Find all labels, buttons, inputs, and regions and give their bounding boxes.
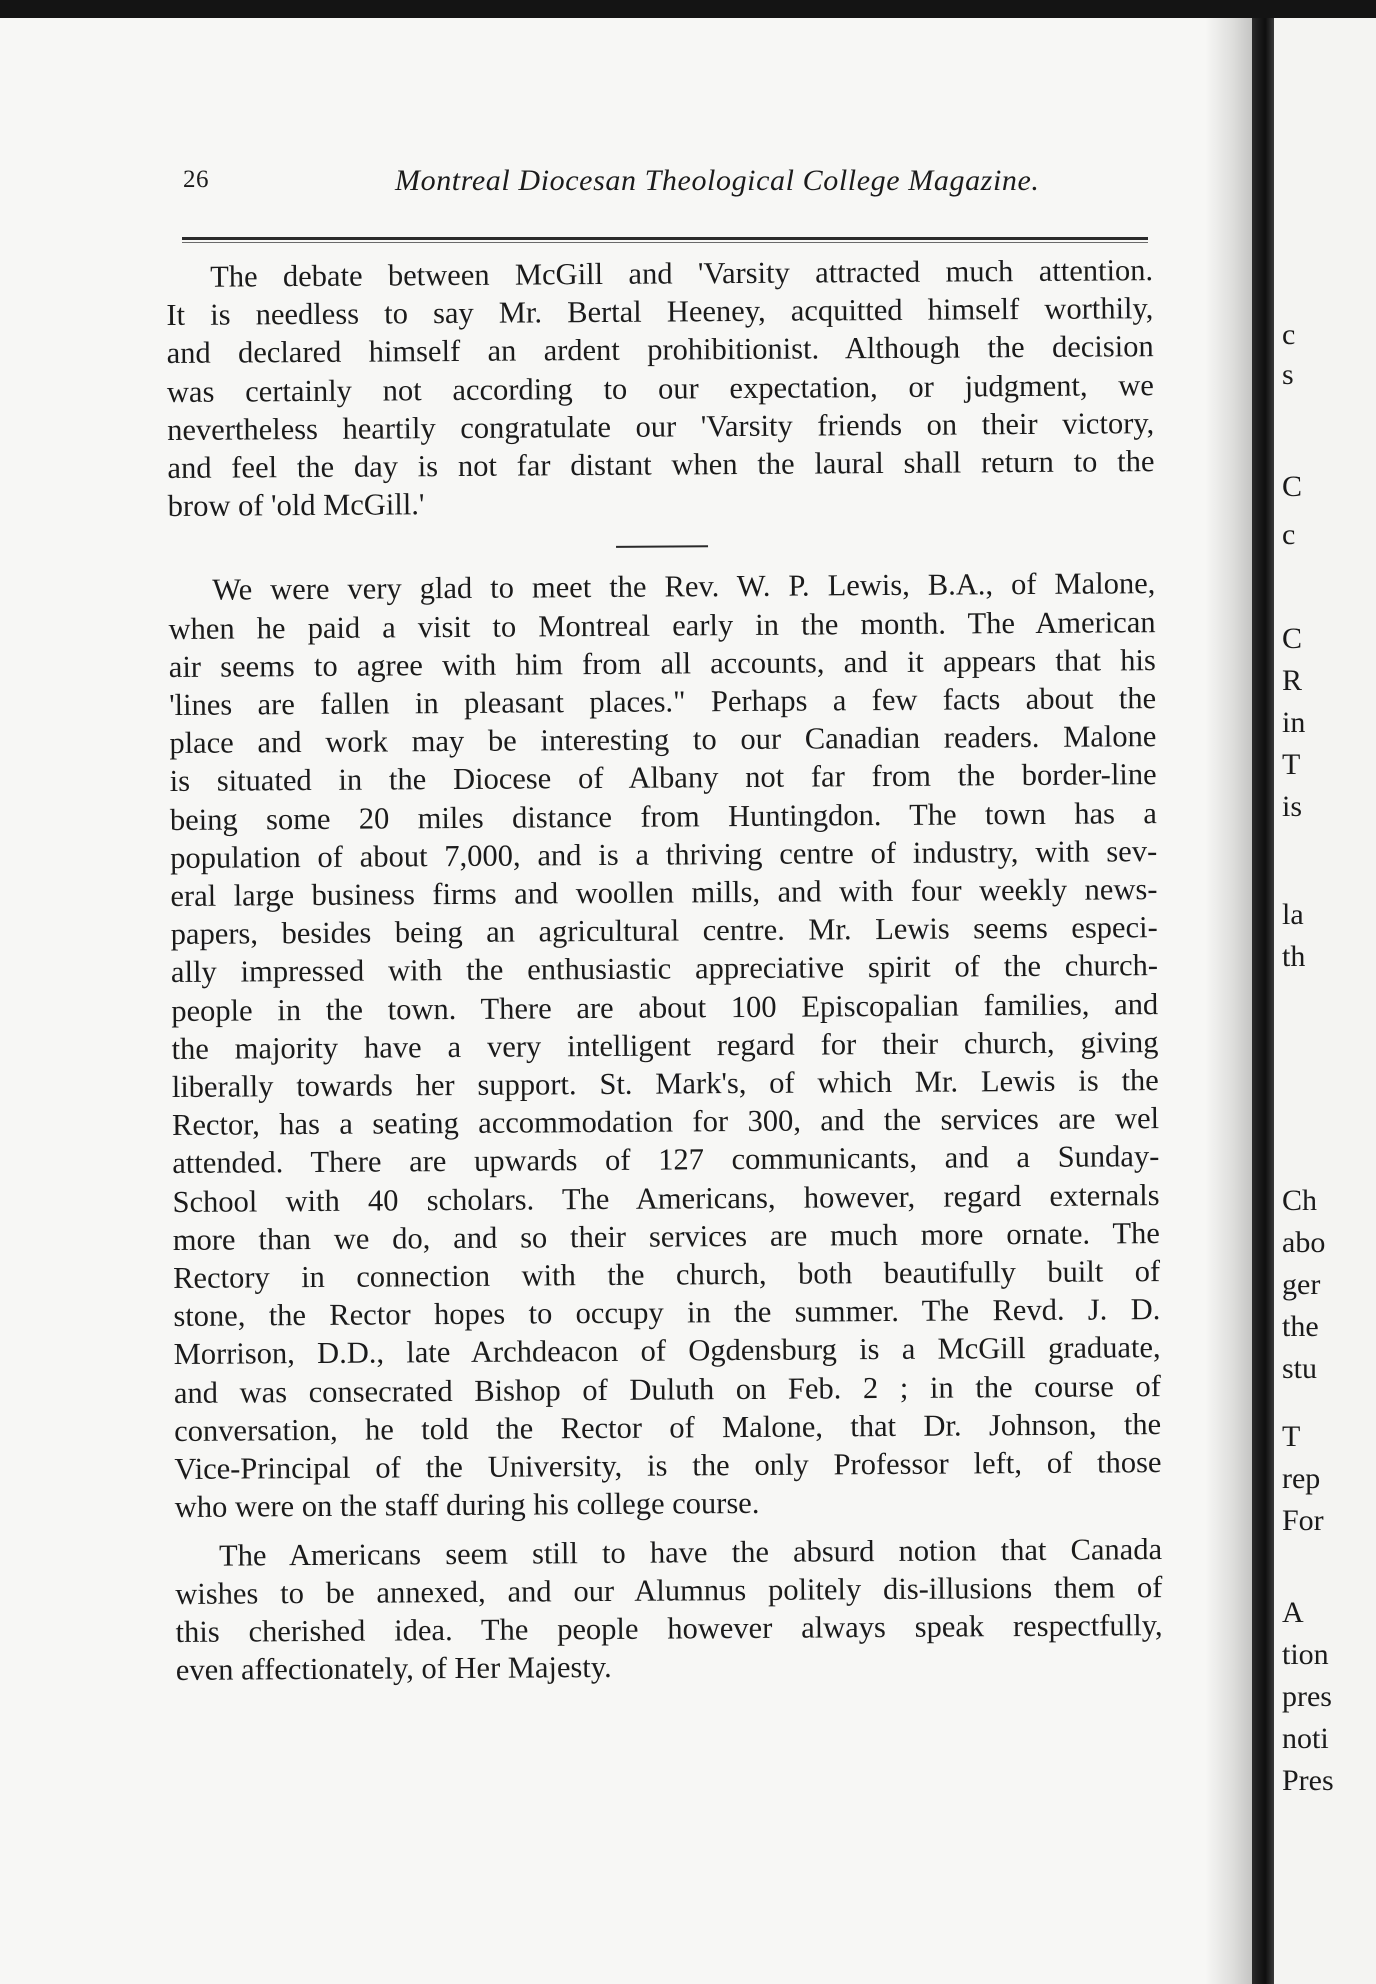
left-page (0, 18, 1255, 1984)
right-page-fragment: s (1282, 358, 1294, 391)
text-line: It is needless to say Mr. Bertal Heeney, acquitted himself worthily, (166, 291, 1154, 333)
text-line: is situated in the Diocese of Albany not far from the border-line (169, 757, 1157, 799)
text-line: Rectory in connection with the church, both beautifully built of (173, 1254, 1161, 1296)
text-line: this cherished idea. The people however always speak respectfully, (175, 1607, 1163, 1649)
paragraph-malone (168, 565, 1162, 1527)
page-number: 26 (183, 166, 209, 193)
right-page-fragment: abo (1282, 1226, 1326, 1259)
right-page-fragment: R (1282, 664, 1303, 697)
header-rule (182, 237, 1148, 240)
right-page-fragment: C (1282, 470, 1303, 503)
text-line: The Americans seem still to have the absurd notion that Canada (218, 1531, 1163, 1573)
gutter-shadow (1205, 18, 1255, 1984)
text-line: 'lines are fallen in pleasant places." Perhaps a few facts about the (169, 681, 1157, 723)
text-line: and was consecrated Bishop of Duluth on Feb. 2 ; in the course of (173, 1368, 1162, 1410)
right-page-fragment: Pres (1282, 1764, 1334, 1797)
text-line: was certainly not according to our expectation, or judgment, we (166, 367, 1155, 409)
right-page-edge (1274, 18, 1376, 1984)
text-line: nevertheless heartily congratulate our 'Varsity friends on their victory, (167, 405, 1155, 447)
text-line: and feel the day is not far distant when the laural shall return to the (167, 444, 1155, 486)
text-line: liberally towards her support. St. Mark's, of which Mr. Lewis is the (171, 1063, 1159, 1105)
paragraph-debate (166, 251, 1155, 525)
right-page-fragment: C (1282, 622, 1303, 655)
right-page-fragment: th (1282, 940, 1306, 973)
right-page-fragment: T (1282, 748, 1301, 781)
text-line: We were very glad to meet the Rev. W. P. Lewis, B.A., of Malone, (212, 566, 1156, 608)
text-line: place and work may be interesting to our Canadian readers. Malone (169, 719, 1157, 761)
right-page-fragment: Ch (1282, 1184, 1318, 1217)
text-line: brow of 'old McGill.' (167, 487, 425, 524)
text-line: wishes to be annexed, and our Alumnus politely dis-illusions them of (175, 1569, 1163, 1611)
right-page-fragment: in (1282, 706, 1306, 739)
paragraph-americans (175, 1530, 1163, 1690)
right-page-fragment: c (1282, 318, 1296, 351)
right-page-fragment: pres (1282, 1680, 1332, 1713)
right-page-fragment: c (1282, 518, 1296, 551)
text-line: being some 20 miles distance from Huntingdon. The town has a (169, 795, 1158, 837)
text-line: the majority have a very intelligent regard for their church, giving (171, 1024, 1159, 1066)
text-line: The debate between McGill and 'Varsity attracted much attention. (210, 253, 1154, 294)
right-page-fragment: A (1282, 1596, 1304, 1629)
right-page-fragment: is (1282, 790, 1303, 823)
right-page-fragment: stu (1282, 1352, 1318, 1385)
text-line: Vice-Principal of the University, is the only Professor left, of those (174, 1445, 1162, 1487)
text-line: conversation, he told the Rector of Malone, that Dr. Johnson, the (174, 1406, 1162, 1448)
right-page-fragment: tion (1282, 1638, 1329, 1671)
header-rule-thin (182, 242, 1148, 243)
text-line: attended. There are upwards of 127 communicants, and a Sunday- (172, 1139, 1160, 1181)
text-line: Morrison, D.D., late Archdeacon of Ogdensburg is a McGill graduate, (173, 1330, 1161, 1372)
text-line: and declared himself an ardent prohibitionist. Although the decision (166, 329, 1154, 371)
right-page-fragment: T (1282, 1420, 1301, 1453)
text-line: population of about 7,000, and is a thriving centre of industry, with sev- (170, 833, 1158, 875)
text-line: when he paid a visit to Montreal early in the month. The American (168, 604, 1156, 646)
article-body (166, 251, 1163, 1689)
text-line: stone, the Rector hopes to occupy in the summer. The Revd. J. D. (173, 1292, 1161, 1334)
right-page-fragment: the (1282, 1310, 1319, 1343)
text-line: more than we do, and so their services are much more ornate. The (172, 1215, 1160, 1257)
text-line: eral large business firms and woollen mills, and with four weekly news- (170, 872, 1158, 914)
text-line: air seems to agree with him from all accounts, and it appears that his (168, 642, 1156, 684)
right-page-fragment: la (1282, 898, 1304, 931)
text-line: School with 40 scholars. The Americans, however, regard externals (172, 1177, 1160, 1219)
right-page-fragment: noti (1282, 1722, 1329, 1755)
right-page-fragment: rep (1282, 1462, 1321, 1495)
text-line: ally impressed with the enthusiastic appreciative spirit of the church- (170, 948, 1159, 990)
section-divider (616, 546, 708, 549)
book-spine (1252, 18, 1274, 1984)
text-line: Rector, has a seating accommodation for 300, and the services are wel (171, 1101, 1160, 1143)
right-page-fragment: For (1282, 1504, 1324, 1537)
text-line: even affectionately, of Her Majesty. (175, 1650, 612, 1688)
text-line: people in the town. There are about 100 Episcopalian families, and (171, 986, 1159, 1028)
running-head: Montreal Diocesan Theological College Magazine. (395, 164, 1040, 197)
text-line: who were on the staff during his college course. (174, 1486, 760, 1525)
scan-top-border (0, 0, 1376, 18)
text-line: papers, besides being an agricultural centre. Mr. Lewis seems especi- (170, 910, 1158, 952)
right-page-fragment: ger (1282, 1268, 1321, 1301)
